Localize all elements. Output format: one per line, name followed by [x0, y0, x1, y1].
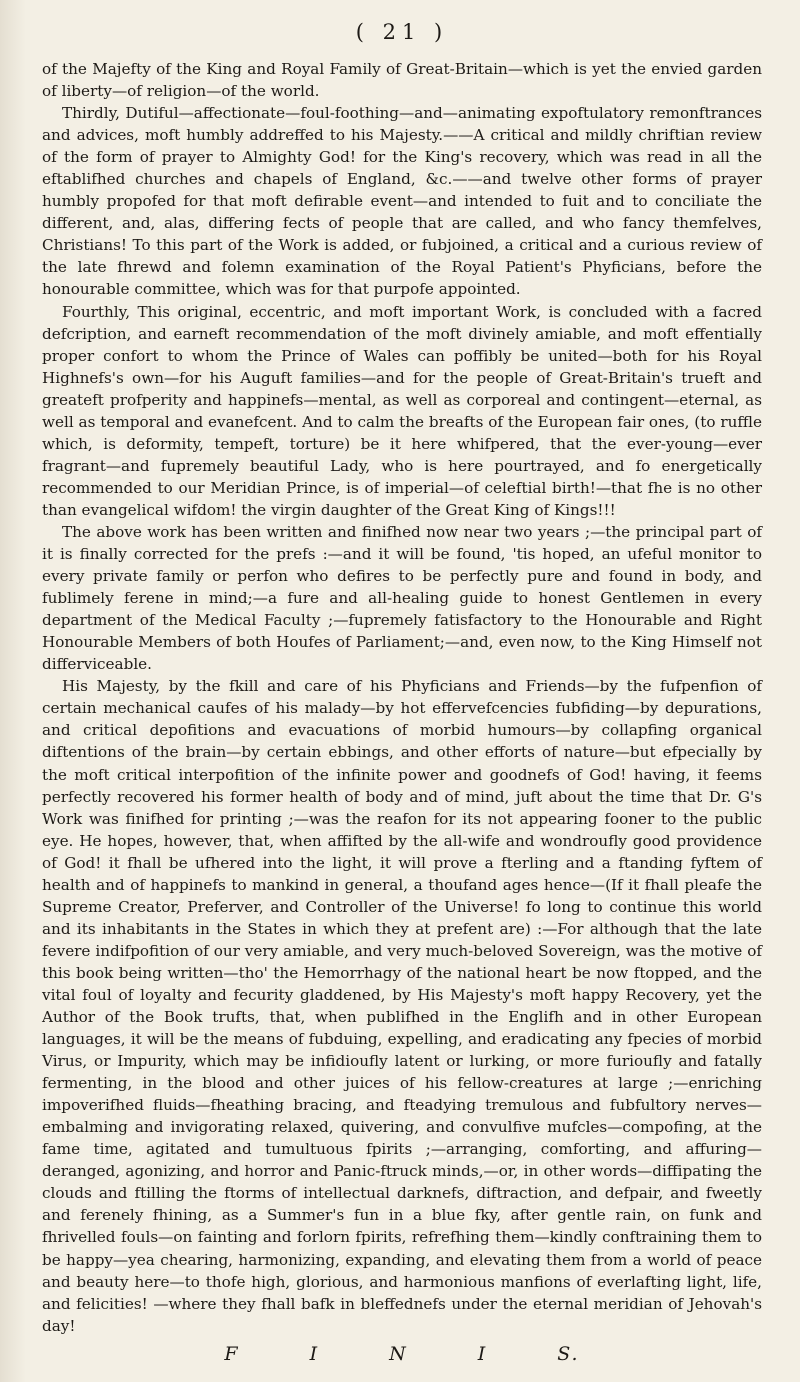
paragraph: His Majesty, by the fkill and care of his Phyficians and Friends—by the fufpenfion of certain mechanical caufes of his malady—by hot effervefcencies fubfiding—by depurations, and critical depofitions and evacuations of morbid humours—by collapfing organical diftentions of the brain—by certain ebbings, and other efforts of nature—but efpecially by the moft critical interpofition of the infinite power and goodnefs of God! having, it feems perfectly recovered his former health of body and of mind, juft about the time that Dr. G's Work was finifhed for printing ;—was the reafon for its not appearing fooner to the public eye. He hopes, however, that, when affifted by the all-wife and wondroufly good providence of God! it fhall be ufhered into the light, it will prove a fterling and a ftanding fyftem of health and of happinefs to mankind in general, a thoufand ages hence—(If it fhall pleafe the Supreme Creator, Preferver, and Controller of the Universe! fo long to continue this world and its inhabitants in the States in which they at prefent are) :—For although that the late fevere indifpofition of our very amiable, and very much-beloved Sovereign, was the motive of this book being written—tho' the Hemorrhagy of the national heart be now ftopped, and the vital foul of loyalty and fecurity gladdened, by His Majesty's moft happy Recovery, yet the Author of the Book trufts, that, when publifhed in the Englifh and in other European languages, it will be the means of fubduing, expelling, and eradicating any fpecies of morbid Virus, or Impurity, which may be infidioufly latent or lurking, or more furioufly and fatally fermenting, in the blood and other juices of his fellow-creatures at large ;—enriching impoverifhed fluids—fheathing bracing, and fteadying tremulous and fubfultory nerves—embalming and invigorating relaxed, quivering, and convulfive mufcles—compofing, at the fame time, agitated and tumultuous fpirits ;—arranging, comforting, and affuring—deranged, agonizing, and horror and Panic-ftruck minds,—or, in other words—diffipating the clouds and ftilling the ftorms of intellectual darknefs, diftraction, and defpair, and fweetly and ferenely fhining, as a Summer's fun in a blue fky, after gentle rain, on funk and fhrivelled fouls—on fainting and forlorn fpirits, refrefhing them—kindly conftraining them to be happy—yea chearing, harmonizing, expanding, and elevating them from a world of peace and beauty here—to thofe high, glorious, and harmonious manfions of everlafting light, life, and felicities! —where they fhall bafk in bleffednefs under the eternal meridian of Jehovah's day!: [42, 677, 762, 1335]
finis-letter: I: [309, 1342, 320, 1365]
body-text: [42, 58, 762, 1337]
paragraph: of the Majefty of the King and Royal Family of Great-Britain—which is yet the envied garden of liberty—of religion—of the world.: [42, 60, 762, 101]
page-shadow: [0, 0, 26, 1382]
finis-letter: F: [224, 1342, 240, 1365]
finis-line: [42, 1343, 762, 1365]
paragraph: Thirdly, Dutiful—affectionate—foul-foothing—and—animating expoftulatory remonftrances and advices, moft humbly addreffed to his Majesty.——A critical and mildly chriftian review of the form of prayer to Almighty God! for the King's recovery, which was read in all the eftablifhed churches and chapels of England, &c.——and twelve other forms of prayer humbly propofed for that moft defirable event—and intended to fuit and to conciliate the different, and, alas, differing fects of people that are called, and who fancy themfelves, Christians! To this part of the Work is added, or fubjoined, a critical and a curious review of the late fhrewd and folemn examination of the Royal Patient's Phyficians, before the honourable committee, which was for that purpofe appointed.: [42, 104, 762, 299]
finis-letter: I: [477, 1342, 488, 1365]
finis-letter: S.: [557, 1342, 580, 1365]
paragraph: Fourthly, This original, eccentric, and moft important Work, is concluded with a facred defcription, and earneft recommendation of the moft divinely amiable, and moft effentially proper confort to whom the Prince of Wales can poffibly be united—both for his Royal Highnefs's own—for his Auguft families—and for the people of Great-Britain's trueft and greateft profperity and happinefs—mental, as well as corporeal and contingent—eternal, as well as temporal and evanefcent. And to calm the breafts of the European fair ones, (to ruffle which, is deformity, tempeft, torture) be it here whifpered, that the ever-young—ever fragrant—and fupremely beautiful Lady, who is here pourtrayed, and fo energetically recommended to our Meridian Prince, is of imperial—of celeftial birth!—that fhe is no other than evangelical wifdom! the virgin daughter of the Great King of Kings!!!: [42, 302, 762, 519]
finis-letter: N: [389, 1342, 408, 1365]
page-number: ( 21 ): [355, 20, 449, 44]
paragraph: The above work has been written and finifhed now near two years ;—the principal part of it is finally corrected for the prefs :—and it will be found, 'tis hoped, an ufeful monitor to every private family or perfon who defires to be perfectly pure and found in body, and fublimely ferene in mind;—a fure and all-healing guide to honest Gentlemen in every department of the Medical Faculty ;—fupremely fatisfactory to the Honourable and Right Honourable Members of both Houfes of Parliament;—and, even now, to the King Himself not differviceable.: [42, 522, 762, 674]
